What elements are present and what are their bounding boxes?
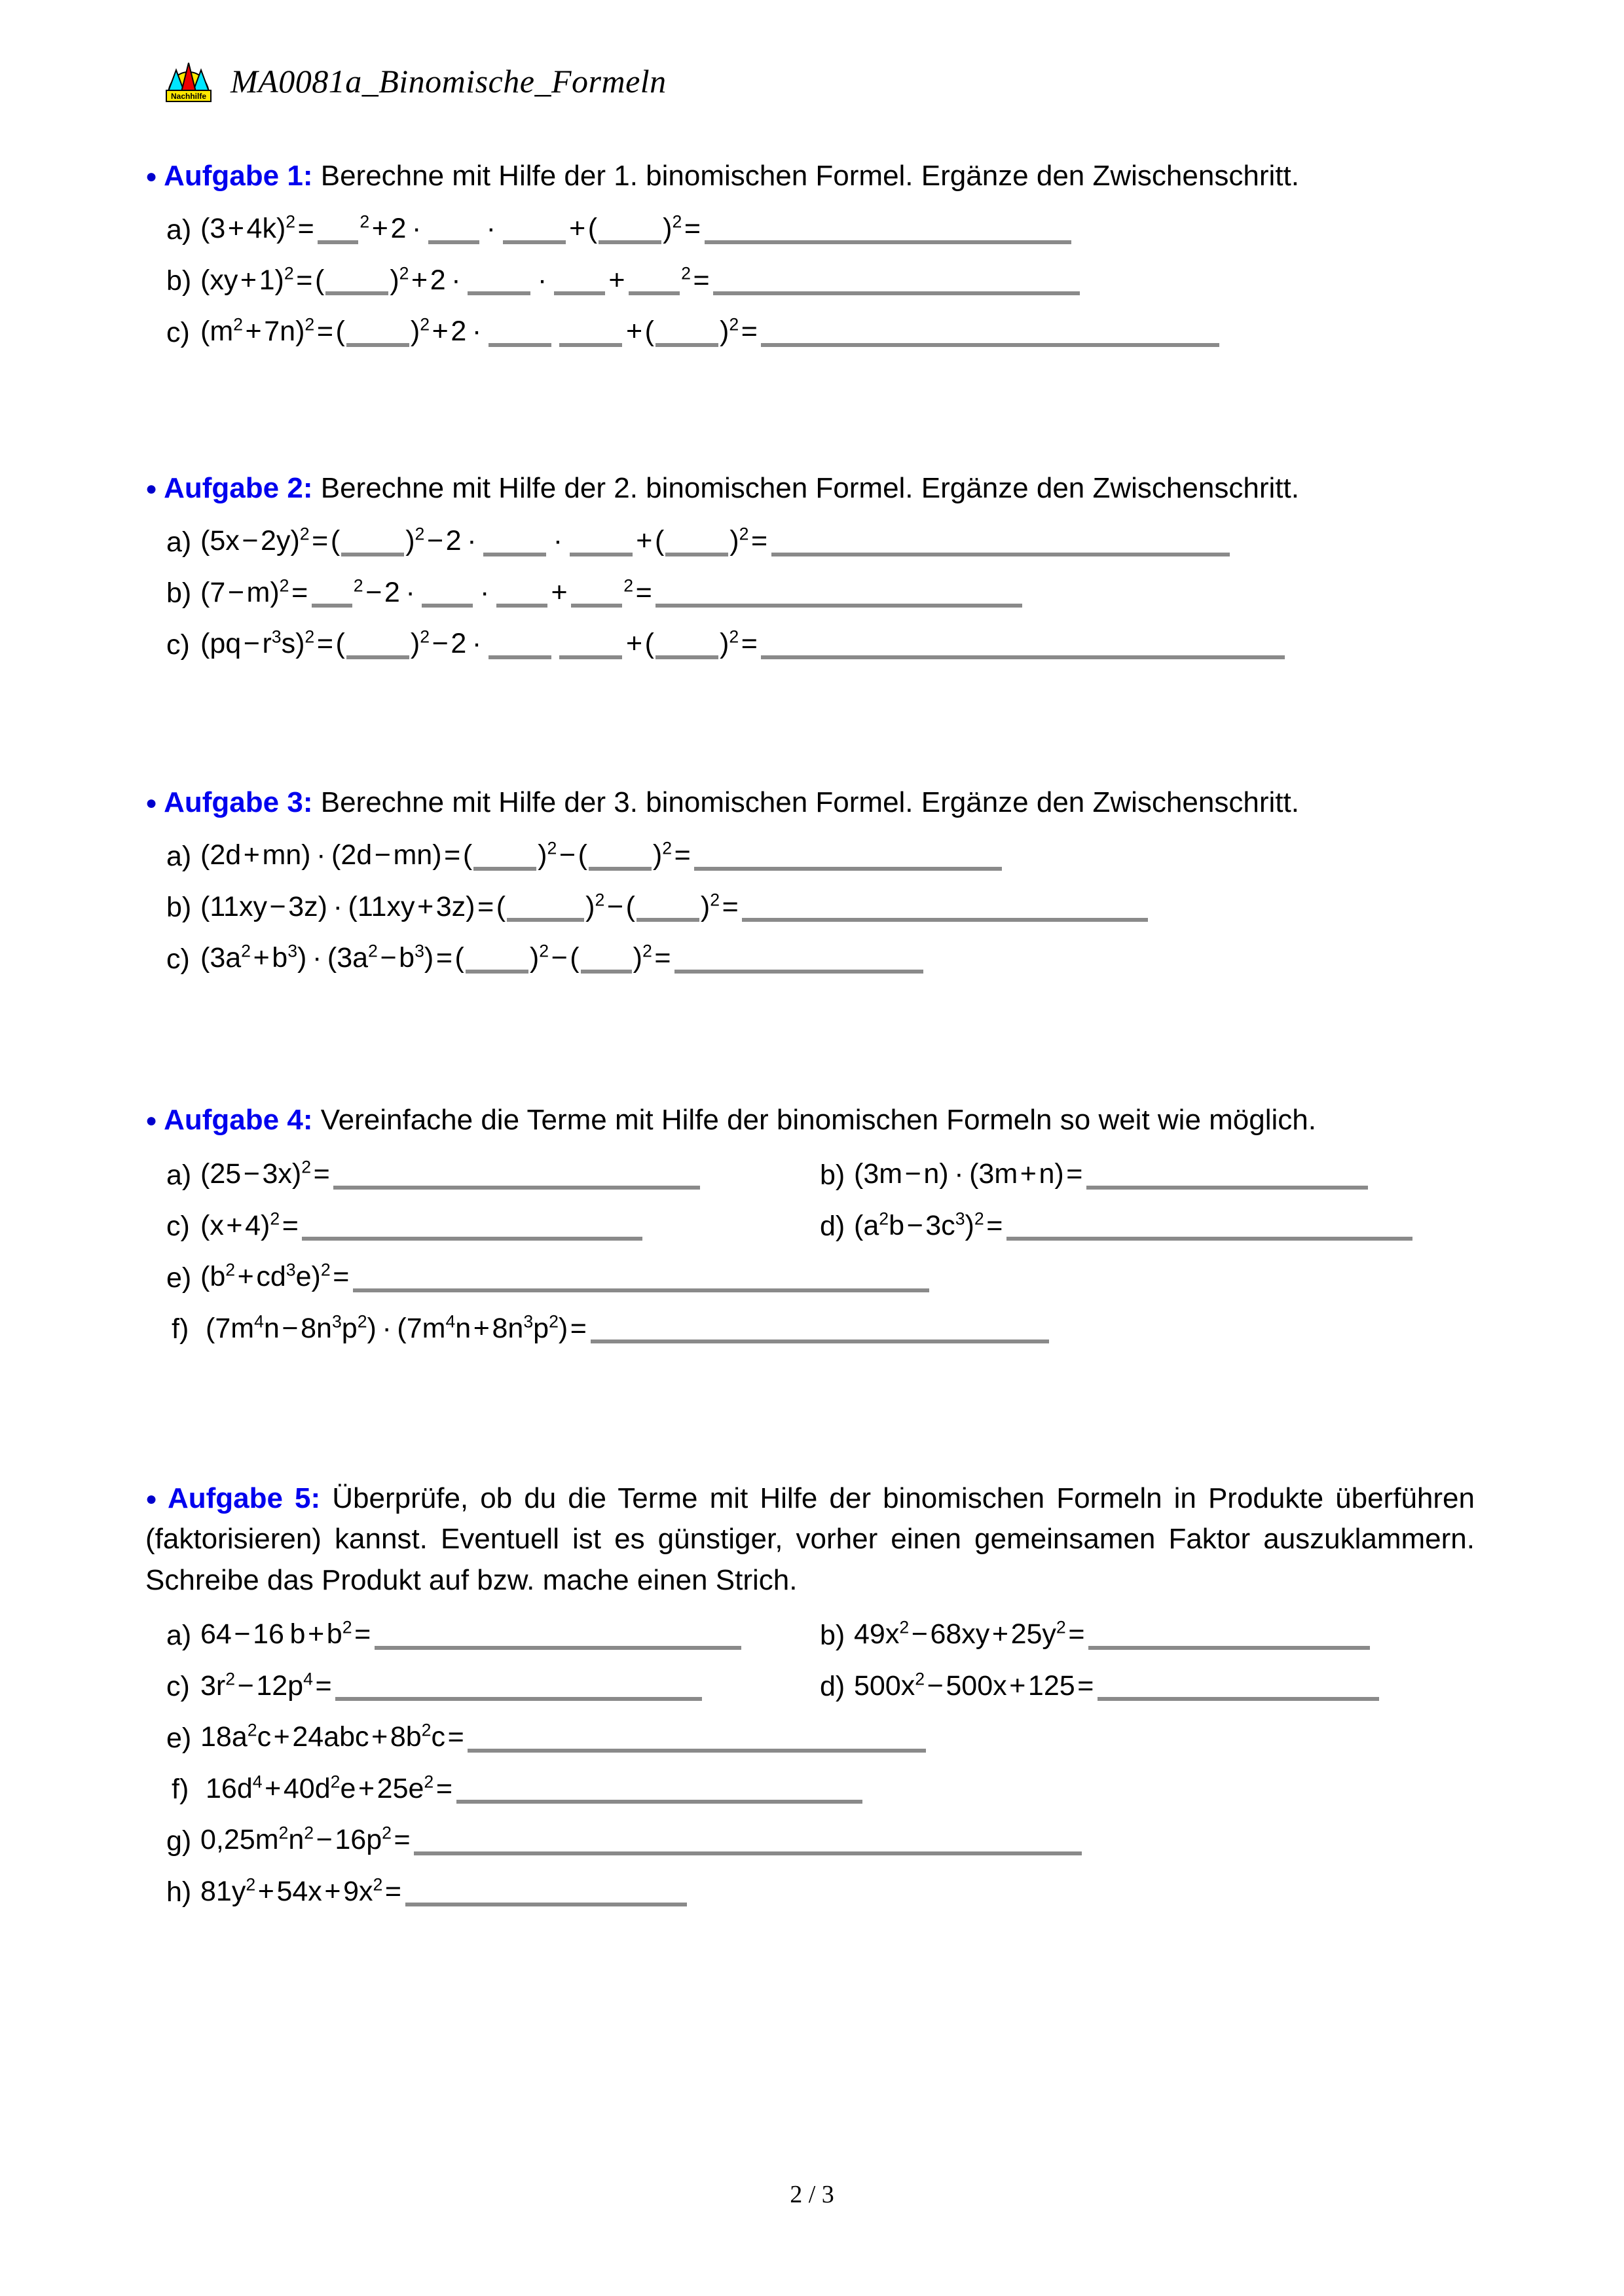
answer-blank[interactable] [559,631,622,659]
item-marker: c) [166,629,190,661]
item-expression: ($3a^2$ + $b^3) \cdot (3a^2$ − $b^3$) = ( )$^2$ − ( )$^2$ = [200,944,925,973]
item-expression: (x + 4)$^2$ = [200,1212,644,1241]
item-marker: e) [166,1722,192,1754]
answer-blank[interactable] [312,579,352,608]
answer-blank[interactable] [713,267,1080,295]
exercise-row [145,1311,1475,1345]
item-marker: a) [166,1159,192,1191]
item-marker: d) [820,1211,845,1243]
exercise-row [145,1620,794,1649]
task-3-heading [145,782,1475,823]
exercise-row [145,627,1475,661]
exercise-row [145,263,1475,297]
answer-blank[interactable] [655,319,718,347]
answer-blank[interactable] [581,945,632,974]
exercise-row [145,1209,794,1243]
item-marker: g) [166,1825,192,1857]
answer-blank[interactable] [665,528,728,556]
answer-blank[interactable] [674,945,923,974]
answer-blank[interactable] [489,631,551,659]
item-marker: a) [166,526,192,558]
item-expression: (xy + 1)$^2$ = ( )$^2$ + 2 · · + $^2$ = [200,266,1081,295]
exercise-row [794,1160,1475,1189]
item-expression: (pq − $r^3s)^2$ = ( )$^2$ − 2 · + ( )$^2$ = [200,630,1286,659]
answer-blank[interactable] [1098,1673,1379,1701]
task-3-items [145,841,1475,973]
exercise-row [145,841,1475,870]
answer-blank[interactable] [742,894,1148,922]
item-expression: ($m^2$ + 7n)$^2$ = ( )$^2$ + 2 · + ( )$^2$ = [200,318,1221,346]
exercise-row [145,575,1475,610]
exercise-row [794,1620,1475,1649]
answer-blank[interactable] [705,216,1071,244]
answer-blank[interactable] [302,1212,642,1241]
item-expression: (25 − 3x)$^2$ = [200,1160,701,1189]
answer-blank[interactable] [325,267,388,295]
exercise-row [145,1874,1475,1908]
answer-blank[interactable] [466,945,528,974]
exercise-row [145,1157,794,1191]
item-marker: c) [166,1671,190,1703]
task-4-heading [145,1100,1475,1140]
item-marker: b) [166,577,192,610]
item-expression: $0,25m^2n^2$ − $16p^2$ = [200,1826,1083,1855]
task-2-label: Aufgabe 2: [164,472,313,504]
document-header [164,59,667,103]
task-4-label: Aufgabe 4: [164,1104,313,1136]
task-3-text: Berechne mit Hilfe der 3. binomischen Formel. Ergänze den Zwischenschritt. [320,786,1299,818]
answer-blank[interactable] [375,1622,741,1650]
answer-blank[interactable] [473,843,536,871]
item-expression: (11xy − 3z) · (11xy + 3z) = ( )$^2$ − ( )$^2$ = [200,893,1149,922]
exercise-row [145,315,1475,348]
answer-blank[interactable] [496,579,547,608]
task-1-items [145,212,1475,348]
item-marker: c) [166,1211,190,1243]
exercise-row-pair [145,1157,1475,1191]
bullet-icon: ● [145,166,158,187]
exercise-row [794,1669,1475,1703]
answer-blank[interactable] [341,528,404,556]
item-marker: c) [166,316,190,348]
answer-blank[interactable] [428,216,479,244]
answer-blank[interactable] [353,1264,929,1292]
bullet-icon: ● [145,1110,158,1131]
bullet-icon: ● [145,1488,161,1510]
svg-text:Nachhilfe: Nachhilfe [170,92,207,101]
answer-blank[interactable] [589,843,652,871]
exercise-row-pair [145,1669,1475,1703]
answer-blank[interactable] [629,267,680,295]
answer-blank[interactable] [414,1827,1082,1855]
item-marker: b) [166,892,192,924]
exercise-row [145,1823,1475,1857]
answer-blank[interactable] [335,1673,702,1701]
item-marker: h) [166,1876,192,1908]
task-block-5 [145,1478,1475,1906]
answer-blank[interactable] [1086,1161,1368,1190]
answer-blank[interactable] [346,631,409,659]
item-marker: b) [820,1619,845,1651]
answer-blank[interactable] [570,528,633,556]
item-expression: (2d + mn) · (2d − mn) = ( )$^2$ − ( )$^2$ = [200,841,1003,870]
item-expression: ($a^2b$ − $3c^3)^2$ = [854,1212,1414,1241]
answer-blank[interactable] [468,1724,926,1753]
exercise-row [145,1260,1475,1294]
answer-blank[interactable] [503,216,566,244]
item-marker: f) [172,1313,189,1345]
task-4-text: Vereinfache die Terme mit Hilfe der binomischen Formeln so weit wie möglich. [320,1104,1316,1136]
answer-blank[interactable] [655,631,718,659]
item-expression: ($7m^4n$ − $8n^3p^2) \cdot (7m^4n$ + $8n^3p^2$) = [206,1315,1050,1343]
answer-blank[interactable] [333,1161,700,1190]
exercise-row [145,212,1475,246]
answer-blank[interactable] [599,216,661,244]
answer-blank[interactable] [571,579,622,608]
item-expression: $81y^2$ + 54x + $9x^2$ = [200,1878,688,1906]
task-2-heading [145,468,1475,509]
item-marker: d) [820,1671,845,1703]
item-expression: $500x^2$ − 500x + 125 = [854,1672,1380,1701]
answer-blank[interactable] [761,631,1285,659]
answer-blank[interactable] [554,267,605,295]
task-1-label: Aufgabe 1: [164,160,313,192]
item-expression: ($b^2$ + $cd^3e)^2$ = [200,1263,931,1292]
item-marker: f) [172,1774,189,1806]
task-block-2 [145,468,1475,659]
exercise-row [145,1669,794,1703]
item-marker: a) [166,213,192,246]
answer-blank[interactable] [483,528,546,556]
answer-blank[interactable] [655,579,1022,608]
nachhilfe-logo-icon [164,59,213,103]
answer-blank[interactable] [637,894,699,922]
answer-blank[interactable] [761,319,1219,347]
answer-blank[interactable] [489,319,551,347]
answer-blank[interactable] [318,216,358,244]
answer-blank[interactable] [422,579,473,608]
task-block-3 [145,782,1475,974]
answer-blank[interactable] [1006,1212,1412,1241]
answer-blank[interactable] [771,528,1230,556]
item-marker: a) [166,1619,192,1651]
task-block-1 [145,156,1475,347]
bullet-icon: ● [145,478,158,500]
answer-blank[interactable] [468,267,530,295]
task-1-heading [145,156,1475,196]
task-5-text: Überprüfe, ob du die Terme mit Hilfe der binomischen Formeln in Produkte überführen (faktorisieren) kannst. Eventuell ist es günstiger, vorher einen gemeinsamen Faktor auszuklammern. Schreibe das Produkt auf bzw. mache einen Strich. [145,1482,1475,1596]
answer-blank[interactable] [405,1878,687,1906]
answer-blank[interactable] [456,1776,862,1804]
item-expression: $3r^2$ − $12p^4$ = [200,1672,703,1701]
task-1-text: Berechne mit Hilfe der 1. binomischen Formel. Ergänze den Zwischenschritt. [320,160,1299,192]
answer-blank[interactable] [1088,1622,1370,1650]
answer-blank[interactable] [694,843,1002,871]
item-expression: (7 − m)$^2$ = $^2$ − 2 · · + $^2$ = [200,579,1024,608]
task-block-4 [145,1100,1475,1343]
item-expression: $49x^2$ − 68xy + $25y^2$ = [854,1620,1371,1649]
document-title: MA0081a_Binomische_Formeln [231,63,667,100]
task-2-items [145,524,1475,661]
item-expression: $16d^4$ + $40d^2e$ + $25e^2$ = [206,1775,864,1804]
item-marker: b) [820,1159,845,1191]
task-5-items [145,1620,1475,1906]
exercise-row-pair [145,1209,1475,1243]
exercise-row [794,1209,1475,1243]
answer-blank[interactable] [591,1315,1049,1343]
exercise-row [145,890,1475,924]
task-5-label: Aufgabe 5: [167,1482,321,1514]
task-3-label: Aufgabe 3: [164,786,313,818]
item-expression: (3 + 4k)$^2$ = $^2$ + 2 · · + ( )$^2$ = [200,215,1073,244]
answer-blank[interactable] [507,894,584,922]
item-marker: c) [166,943,190,975]
item-expression: (3m − n) · (3m + n) = [854,1160,1369,1189]
task-2-text: Berechne mit Hilfe der 2. binomischen Formel. Ergänze den Zwischenschritt. [320,472,1299,504]
item-marker: b) [166,265,192,297]
exercise-row [145,1720,1475,1754]
answer-blank[interactable] [559,319,622,347]
item-marker: a) [166,840,192,872]
exercise-row-pair [145,1620,1475,1649]
item-expression: $18a^2c$ + 24abc + $8b^2c$ = [200,1723,927,1752]
item-expression: 64 − 16 b + $b^2$ = [200,1620,743,1649]
exercise-row [145,1772,1475,1806]
task-5-heading [145,1478,1475,1601]
exercise-row [145,524,1475,558]
answer-blank[interactable] [346,319,409,347]
item-expression: (5x − 2y)$^2$ = ( )$^2$ − 2 · · + ( )$^2$ = [200,527,1231,556]
exercise-row [145,941,1475,975]
page-footer: 2 / 3 [790,2181,834,2208]
task-4-items [145,1157,1475,1345]
item-marker: e) [166,1262,192,1294]
bullet-icon: ● [145,792,158,814]
